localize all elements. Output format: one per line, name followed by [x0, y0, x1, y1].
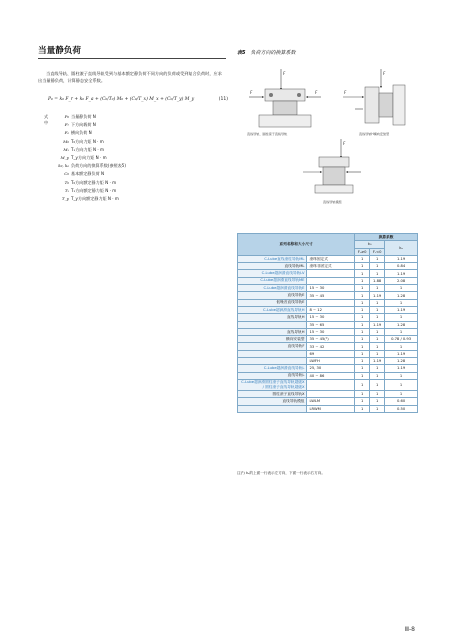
cell-size: 40 ~ 86: [307, 372, 355, 379]
table-row: [238, 372, 418, 379]
table-row: [238, 336, 418, 343]
cell-size: 33 ~ 42: [307, 343, 355, 350]
cell-a: 1: [355, 292, 370, 299]
caption-module: 直线导轨模组: [323, 200, 342, 204]
cell-series: 直线导轨ML: [238, 263, 307, 270]
cell-c: 1.28: [385, 321, 418, 328]
cell-b: 1.19: [370, 292, 385, 299]
cell-b: 1: [370, 328, 385, 335]
def-row: Fᵣ 下方向载荷 N: [64, 122, 96, 128]
cell-series: [238, 405, 307, 412]
cell-series: C-Lube直线滚柱导轨ML: [238, 255, 307, 262]
cell-size: 69: [307, 350, 355, 357]
cell-a: 1: [355, 398, 370, 405]
table-row: [238, 405, 418, 412]
def-row: Fₐ 横向负荷 N: [64, 130, 92, 136]
cell-series: 直线导轨F: [238, 343, 307, 350]
formula-number: (11): [218, 97, 228, 102]
cell-b: 1.88: [370, 277, 385, 284]
svg-text:F: F: [315, 90, 318, 95]
def-row: T₀ T₀方向额定静力矩 N · m: [64, 179, 117, 185]
cell-c: 1: [385, 314, 418, 321]
cell-series: C-Lube超润滑圆柱滚子直线导轨超级X / 圆柱滚子直线导轨超级X: [238, 379, 307, 390]
cell-size: LWLM: [307, 398, 355, 405]
diagram-side-mount: [343, 69, 405, 125]
table-row: [238, 299, 418, 306]
cell-a: 1: [355, 314, 370, 321]
caption-side-mount: 直线导轨H横向安装型: [359, 132, 390, 136]
cell-b: 1: [370, 255, 385, 262]
cell-c: 1.19: [385, 350, 418, 357]
svg-text:F: F: [383, 71, 386, 76]
cell-c: 2.08: [385, 277, 418, 284]
cell-series: C-Lube超润滑直线导轨L: [238, 365, 307, 372]
cell-b: 1: [370, 379, 385, 390]
defs-lead: 式中: [44, 114, 49, 125]
cell-a: 1: [355, 277, 370, 284]
cell-b: 1.19: [370, 358, 385, 365]
cell-size: 25, 30: [307, 365, 355, 372]
diagram-rail-block: [249, 69, 321, 127]
load-direction-diagrams: [237, 57, 417, 227]
title-rule: [38, 58, 226, 59]
cell-c: 1.19: [385, 306, 418, 313]
header-series: 系列名称和大小尺寸: [238, 234, 355, 256]
table-row: [238, 379, 418, 390]
cell-a: 1: [355, 350, 370, 357]
cell-size: [307, 299, 355, 306]
table-title-text: 负荷方向的换算系数: [250, 50, 296, 56]
cell-series: 直线导轨H: [238, 328, 307, 335]
table-row: [238, 255, 418, 262]
cell-series: 圆柱滚子直线导轨X: [238, 390, 307, 397]
cell-c: 0.60: [385, 398, 418, 405]
diagram-module: [303, 139, 361, 193]
table-row: [238, 314, 418, 321]
cell-size: [307, 379, 355, 390]
cell-a: 1: [355, 336, 370, 343]
table-row: [238, 277, 418, 284]
cell-b: 1: [370, 398, 385, 405]
table-row: [238, 343, 418, 350]
header-ka: kₐ: [385, 241, 418, 256]
caption-rail: 直线导轨、圆柱滚子直线导轨: [247, 132, 288, 136]
cell-a: 1: [355, 358, 370, 365]
table-row: [238, 350, 418, 357]
table-row: [238, 398, 418, 405]
intro-paragraph: 当直线导轨、圆柱滚子直线导轨受到与基本额定静负荷不同方向的负荷或受到复合负荷时，应求出当量静负荷，计算静态安全系数。: [38, 71, 222, 84]
cell-size: [307, 390, 355, 397]
cell-b: 1: [370, 372, 385, 379]
def-row: C₀ 基本额定静负荷 N: [64, 171, 105, 177]
table-row: [238, 328, 418, 335]
table-note: 注(¹) kₐ的上面一行表示左方向，下面一行表示右方向。: [237, 471, 325, 475]
cell-size: 35 ~ 65: [307, 321, 355, 328]
def-row: Mₓ Tₓ方向力矩 N · m: [63, 146, 104, 152]
cell-c: 0.50: [385, 405, 418, 412]
cell-series: [238, 358, 307, 365]
cell-series: [238, 321, 307, 328]
def-row: M_y T_y方向力矩 N · m: [60, 155, 107, 160]
cell-b: 1: [370, 343, 385, 350]
table-row: [238, 390, 418, 397]
def-row: M₀ T₀方向力矩 N · m: [63, 138, 104, 144]
cell-c: 1.19: [385, 365, 418, 372]
def-row: k₀, kₐ 负荷方向的换算系数(参照表5): [58, 163, 126, 169]
cell-b: 1: [370, 405, 385, 412]
page-number: Ⅲ-8: [404, 626, 415, 633]
formula-11: [48, 97, 228, 109]
table-title: [237, 49, 296, 56]
cell-size: LWFH: [307, 358, 355, 365]
cell-size: 滚珠非固定式: [307, 263, 355, 270]
cell-a: 1: [355, 299, 370, 306]
cell-a: 1: [355, 270, 370, 277]
svg-text:F: F: [250, 90, 253, 95]
cell-size: 35 ~ 45: [307, 292, 355, 299]
cell-a: 1: [355, 405, 370, 412]
cell-c: 0.78 / 0.93: [385, 336, 418, 343]
cell-size: 35 ~ 45(¹): [307, 336, 355, 343]
table-row: [238, 358, 418, 365]
cell-a: 1: [355, 285, 370, 292]
cell-b: 1.19: [370, 321, 385, 328]
cell-size: [307, 277, 355, 284]
section-title: 当量静负荷: [38, 46, 81, 56]
formula-expression: P₀ = k₀ F_r + k₀ F_a + (C₀/T₀) M₀ + (C₀/T_x) M_x + (C₀/T_y) M_y: [48, 97, 195, 102]
def-row: Tₓ Tₓ方向额定静力矩 N · m: [64, 187, 117, 193]
svg-text:F: F: [343, 141, 346, 146]
def-row: T_y T_y方向额定静力矩 N · m: [61, 196, 119, 201]
cell-series: 直线导轨模组: [238, 398, 307, 405]
cell-b: 1: [370, 350, 385, 357]
cell-c: 1: [385, 299, 418, 306]
cell-series: 直线导轨H: [238, 314, 307, 321]
cell-c: 1.28: [385, 358, 418, 365]
cell-c: 1.19: [385, 255, 418, 262]
header-fr-gt: Fᵣ≥0: [355, 248, 370, 255]
table-row: [238, 292, 418, 299]
table-body: [238, 255, 418, 412]
cell-size: 15 ~ 30: [307, 285, 355, 292]
cell-series: C-Lube超润滑直线导轨E: [238, 285, 307, 292]
cell-c: 1: [385, 390, 418, 397]
cell-c: 1: [385, 328, 418, 335]
cell-size: 15 ~ 30: [307, 314, 355, 321]
cell-a: 1: [355, 343, 370, 350]
cell-size: 8 ~ 12: [307, 306, 355, 313]
cell-size: LRWM: [307, 405, 355, 412]
cell-b: 1: [370, 299, 385, 306]
table-label: 表5: [237, 50, 246, 56]
cell-c: 0.84: [385, 263, 418, 270]
cell-a: 1: [355, 306, 370, 313]
table-row: [238, 365, 418, 372]
cell-a: 1: [355, 263, 370, 270]
conversion-factor-table: [237, 233, 418, 413]
cell-a: 1: [355, 379, 370, 390]
cell-series: 低噪音直线导轨E: [238, 299, 307, 306]
cell-c: 1: [385, 379, 418, 390]
cell-size: [307, 270, 355, 277]
cell-c: 1: [385, 343, 418, 350]
cell-b: 1: [370, 390, 385, 397]
cell-series: 横向安装型: [238, 336, 307, 343]
cell-c: 1: [385, 285, 418, 292]
header-fr-lt: Fᵣ<0: [370, 248, 385, 255]
cell-b: 1: [370, 365, 385, 372]
table-row: [238, 263, 418, 270]
header-factor: 换算系数: [355, 234, 418, 241]
header-k0: k₀: [355, 241, 385, 248]
table-row: [238, 285, 418, 292]
cell-b: 1: [370, 336, 385, 343]
table-row: [238, 306, 418, 313]
cell-series: 直线导轨E: [238, 292, 307, 299]
cell-c: 1: [385, 372, 418, 379]
cell-series: C-Lube超润滑直线导轨LV: [238, 270, 307, 277]
cell-series: C-Lube超润滑直线导轨H: [238, 306, 307, 313]
cell-series: C-Lube超润滑直线导轨ME: [238, 277, 307, 284]
cell-series: 直线导轨L: [238, 372, 307, 379]
table-row: [238, 321, 418, 328]
svg-text:F: F: [283, 71, 286, 76]
cell-a: 1: [355, 321, 370, 328]
def-row: P₀ 当量静负荷 N: [64, 114, 96, 119]
cell-b: 1: [370, 270, 385, 277]
cell-b: 1: [370, 285, 385, 292]
table-row: [238, 270, 418, 277]
cell-a: 1: [355, 255, 370, 262]
cell-size: 15 ~ 30: [307, 328, 355, 335]
cell-a: 1: [355, 390, 370, 397]
cell-series: [238, 350, 307, 357]
cell-c: 1.19: [385, 270, 418, 277]
cell-size: 滚珠固定式: [307, 255, 355, 262]
cell-c: 1.28: [385, 292, 418, 299]
cell-a: 1: [355, 372, 370, 379]
cell-b: 1: [370, 263, 385, 270]
cell-b: 1: [370, 306, 385, 313]
cell-a: 1: [355, 328, 370, 335]
cell-a: 1: [355, 365, 370, 372]
cell-b: 1: [370, 314, 385, 321]
svg-text:F: F: [344, 90, 347, 95]
